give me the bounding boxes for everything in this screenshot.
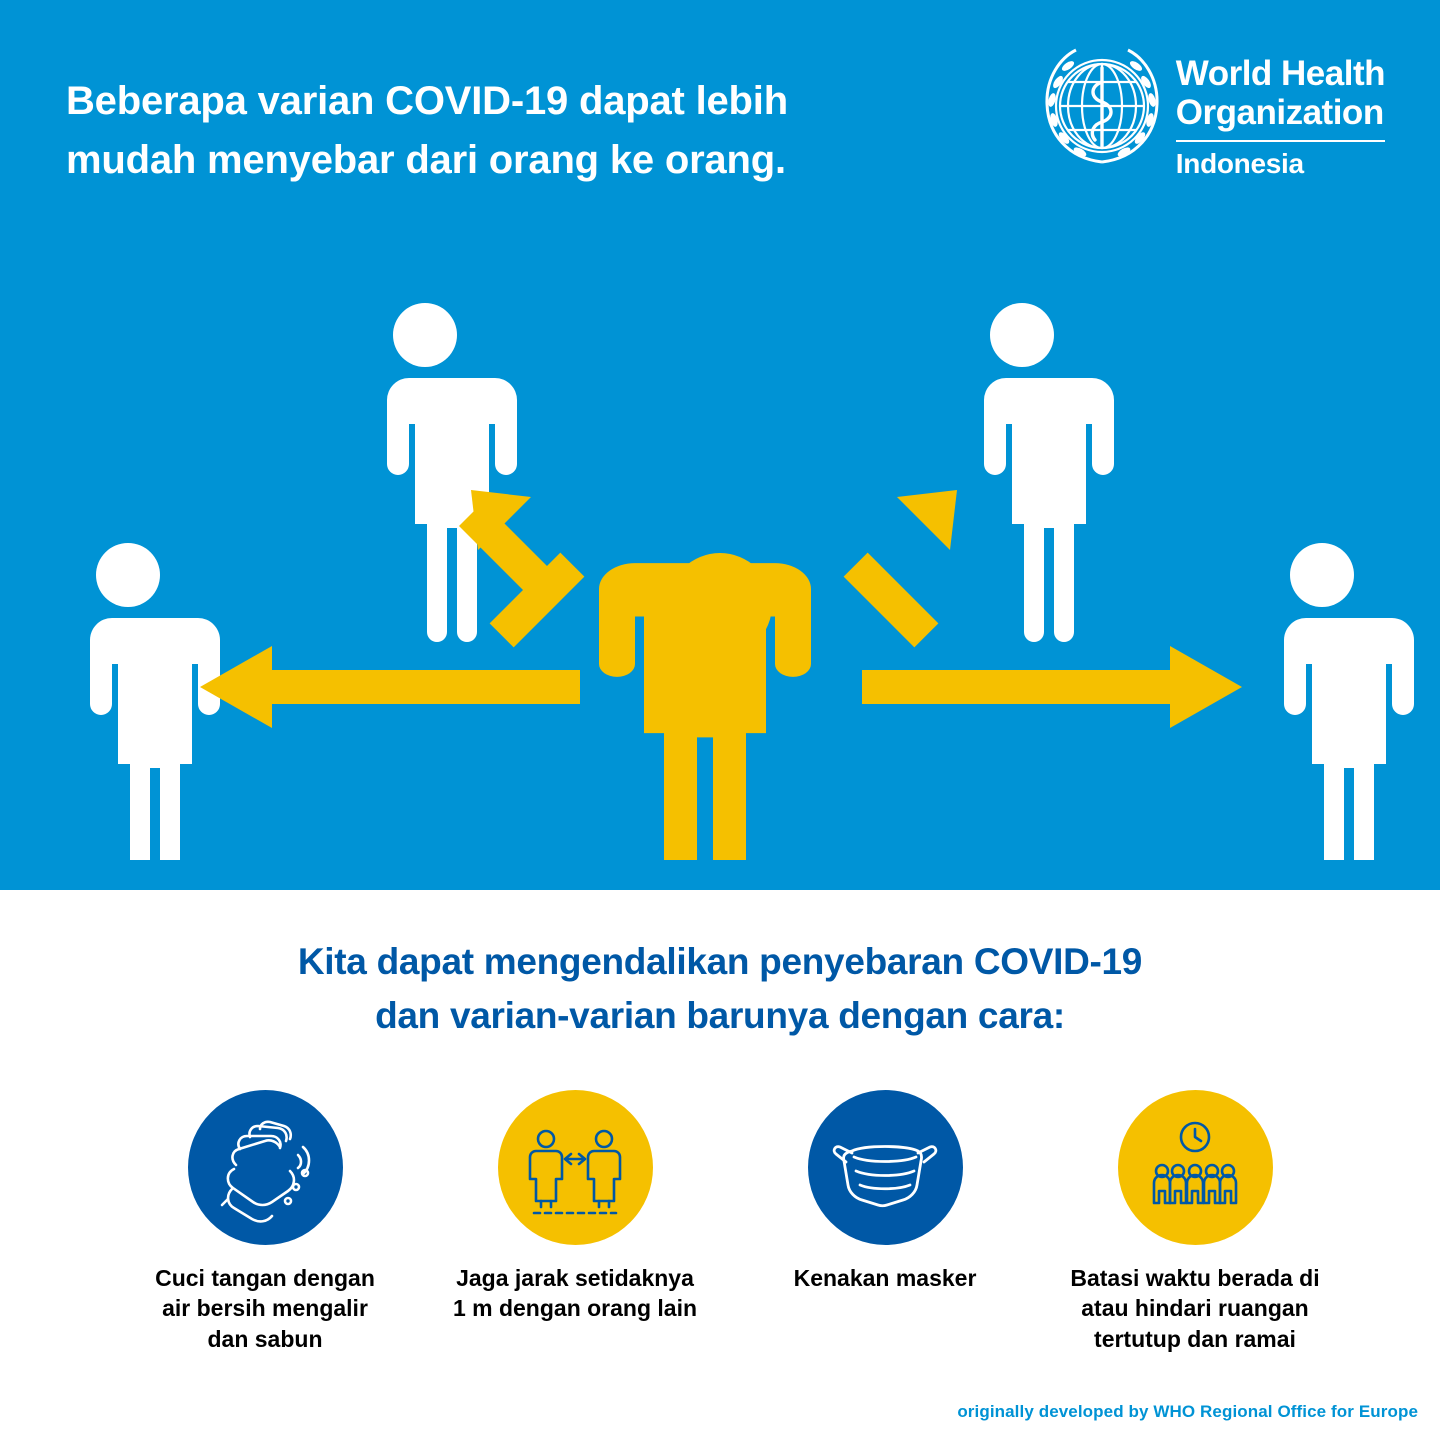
- physical-distancing-icon: [520, 1113, 630, 1223]
- measure-label-distancing: Jaga jarak setidaknya 1 m dengan orang lain: [452, 1265, 698, 1322]
- measure-label-mask: Kenakan masker: [793, 1265, 977, 1291]
- measure-crowded-rooms: [1070, 1090, 1320, 1354]
- measure-label-handwashing: Cuci tangan dengan air bersih mengalir dan sabun: [155, 1265, 375, 1352]
- bottom-white-panel: [0, 890, 1440, 1440]
- transmission-diagram: [0, 280, 1440, 860]
- who-name-line1: World Health: [1175, 54, 1385, 93]
- mask-icon-circle: [808, 1090, 963, 1245]
- who-country-label: Indonesia: [1175, 148, 1304, 180]
- arrow-left: [200, 646, 580, 728]
- page-title: Beberapa varian COVID-19 dapat lebih mudah menyebar dari orang ke orang.: [66, 79, 788, 183]
- credit-text: originally developed by WHO Regional Office for Europe: [957, 1402, 1418, 1421]
- who-logo: [1038, 42, 1385, 180]
- infected-person-figure: [599, 553, 811, 860]
- distancing-icon-circle: [498, 1090, 653, 1245]
- measure-distancing: [450, 1090, 700, 1324]
- person-figure-left: [90, 543, 220, 860]
- measure-label-crowded-rooms: Batasi waktu berada di atau hindari ruangan tertutup dan ramai: [1070, 1265, 1320, 1352]
- logo-divider: [1176, 140, 1385, 142]
- section-subheading: [0, 935, 1440, 1042]
- who-wordmark: [1176, 42, 1385, 180]
- subheading-line-1: Kita dapat mengendalikan penyebaran COVID-19: [297, 941, 1143, 982]
- subheading-line-2: dan varian-varian barunya dengan cara:: [375, 994, 1065, 1036]
- person-figure-right: [1284, 543, 1414, 860]
- arrow-up-right: [844, 490, 957, 647]
- crowded-room-time-icon: [1140, 1113, 1250, 1223]
- prevention-measures-list: [140, 1090, 1320, 1354]
- who-emblem-icon: [1038, 42, 1166, 170]
- face-mask-icon: [830, 1113, 940, 1223]
- arrow-right: [862, 646, 1242, 728]
- handwashing-icon-circle: [188, 1090, 343, 1245]
- who-name-line2: Organization: [1175, 93, 1384, 133]
- arrow-up-left: [459, 490, 584, 647]
- measure-mask: [760, 1090, 1010, 1293]
- crowded-room-icon-circle: [1118, 1090, 1273, 1245]
- person-figure-top-right: [984, 303, 1114, 642]
- handwashing-icon: [210, 1113, 320, 1223]
- person-figure-top-left: [387, 303, 517, 642]
- measure-handwashing: [140, 1090, 390, 1354]
